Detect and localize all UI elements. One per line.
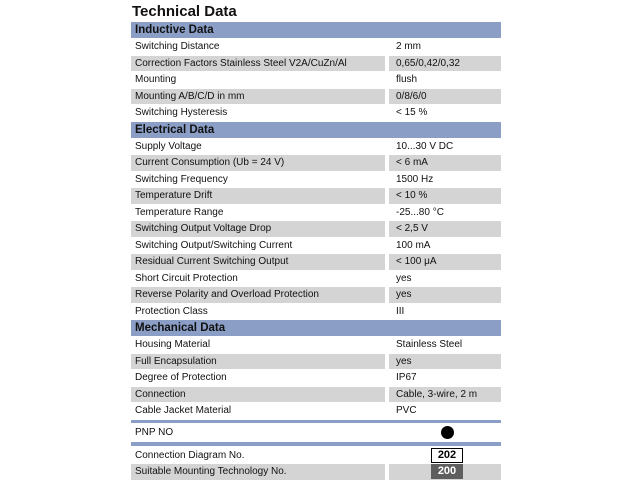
output-type-value [389, 424, 501, 441]
row-label: Switching Hysteresis [135, 107, 228, 118]
row-value: < 100 μA [389, 254, 501, 270]
output-type-row [131, 424, 501, 441]
row-label: Temperature Drift [131, 188, 385, 204]
row-label: Degree of Protection [135, 372, 227, 383]
row-value: < 10 % [389, 188, 501, 204]
section-header-mechanical: Mechanical Data [131, 320, 501, 336]
row-value: yes [389, 354, 501, 370]
table-row [131, 254, 501, 270]
technical-data-sheet [131, 3, 501, 481]
section-divider [131, 442, 501, 446]
row-value: 2 mm [396, 41, 421, 52]
page-title: Technical Data [132, 3, 237, 20]
row-label: Mounting [135, 74, 177, 85]
row-value: -25...80 °C [396, 206, 444, 218]
table-row [131, 271, 501, 287]
section-header-inductive: Inductive Data [131, 22, 501, 38]
row-value: III [396, 305, 405, 317]
row-label: Correction Factors Stainless Steel V2A/CuZn/Al [131, 56, 385, 72]
row-value: 0,65/0,42/0,32 [389, 56, 501, 72]
table-row [131, 370, 501, 386]
row-label: Current Consumption (Ub = 24 V) [131, 155, 385, 171]
table-row [131, 105, 501, 121]
mounting-technology-badge: 200 [431, 464, 463, 479]
row-value: Stainless Steel [396, 339, 463, 350]
table-row [131, 205, 501, 221]
row-label: Switching Output Voltage Drop [131, 221, 385, 237]
table-row [131, 304, 501, 320]
row-value: 1500 Hz [396, 173, 434, 185]
table-row [131, 172, 501, 188]
row-value: flush [396, 74, 418, 85]
row-label: Cable Jacket Material [135, 405, 232, 416]
connection-diagram-badge: 202 [431, 448, 463, 463]
connection-diagram-label: Connection Diagram No. [135, 449, 245, 461]
row-label: Temperature Range [135, 206, 224, 218]
mounting-technology-row [131, 464, 501, 480]
table-row [131, 221, 501, 237]
row-value: Cable, 3-wire, 2 m [389, 387, 501, 403]
table-row [131, 155, 501, 171]
row-label: Connection [131, 387, 385, 403]
table-row [131, 72, 501, 88]
row-value: yes [389, 287, 501, 303]
table-row [131, 337, 501, 353]
filled-circle-icon [441, 426, 454, 439]
section-divider [131, 420, 501, 423]
table-row [131, 56, 501, 72]
row-value: yes [396, 272, 412, 284]
row-value: PVC [396, 405, 417, 416]
section-header-electrical: Electrical Data [131, 122, 501, 138]
table-row [131, 39, 501, 55]
electrical-rows [131, 139, 501, 320]
table-row [131, 139, 501, 155]
connection-diagram-row [131, 448, 501, 464]
row-label: Switching Output/Switching Current [135, 239, 293, 251]
table-row [131, 354, 501, 370]
row-value: < 6 mA [389, 155, 501, 171]
row-label: Full Encapsulation [131, 354, 385, 370]
row-label: Short Circuit Protection [135, 272, 238, 284]
row-label: Switching Frequency [135, 173, 228, 185]
table-row [131, 287, 501, 303]
mounting-technology-label: Suitable Mounting Technology No. [131, 464, 385, 480]
row-value: IP67 [396, 372, 417, 383]
inductive-rows [131, 39, 501, 121]
row-label: Supply Voltage [135, 140, 202, 152]
mechanical-rows [131, 337, 501, 419]
row-value: 10...30 V DC [396, 140, 454, 152]
row-label: Housing Material [135, 339, 211, 350]
table-row [131, 238, 501, 254]
row-label: Switching Distance [135, 41, 220, 52]
table-row [131, 89, 501, 105]
table-row [131, 403, 501, 419]
mounting-technology-value-cell [389, 464, 501, 480]
row-label: Residual Current Switching Output [131, 254, 385, 270]
row-value: < 2,5 V [389, 221, 501, 237]
row-label: Reverse Polarity and Overload Protection [131, 287, 385, 303]
row-value: < 15 % [396, 107, 428, 118]
row-label: Mounting A/B/C/D in mm [131, 89, 385, 105]
row-value: 0/8/6/0 [389, 89, 501, 105]
row-label: Protection Class [135, 305, 208, 317]
output-type-label: PNP NO [135, 426, 174, 438]
table-row [131, 387, 501, 403]
connection-diagram-value-cell [389, 448, 501, 464]
row-value: 100 mA [396, 239, 431, 251]
table-row [131, 188, 501, 204]
